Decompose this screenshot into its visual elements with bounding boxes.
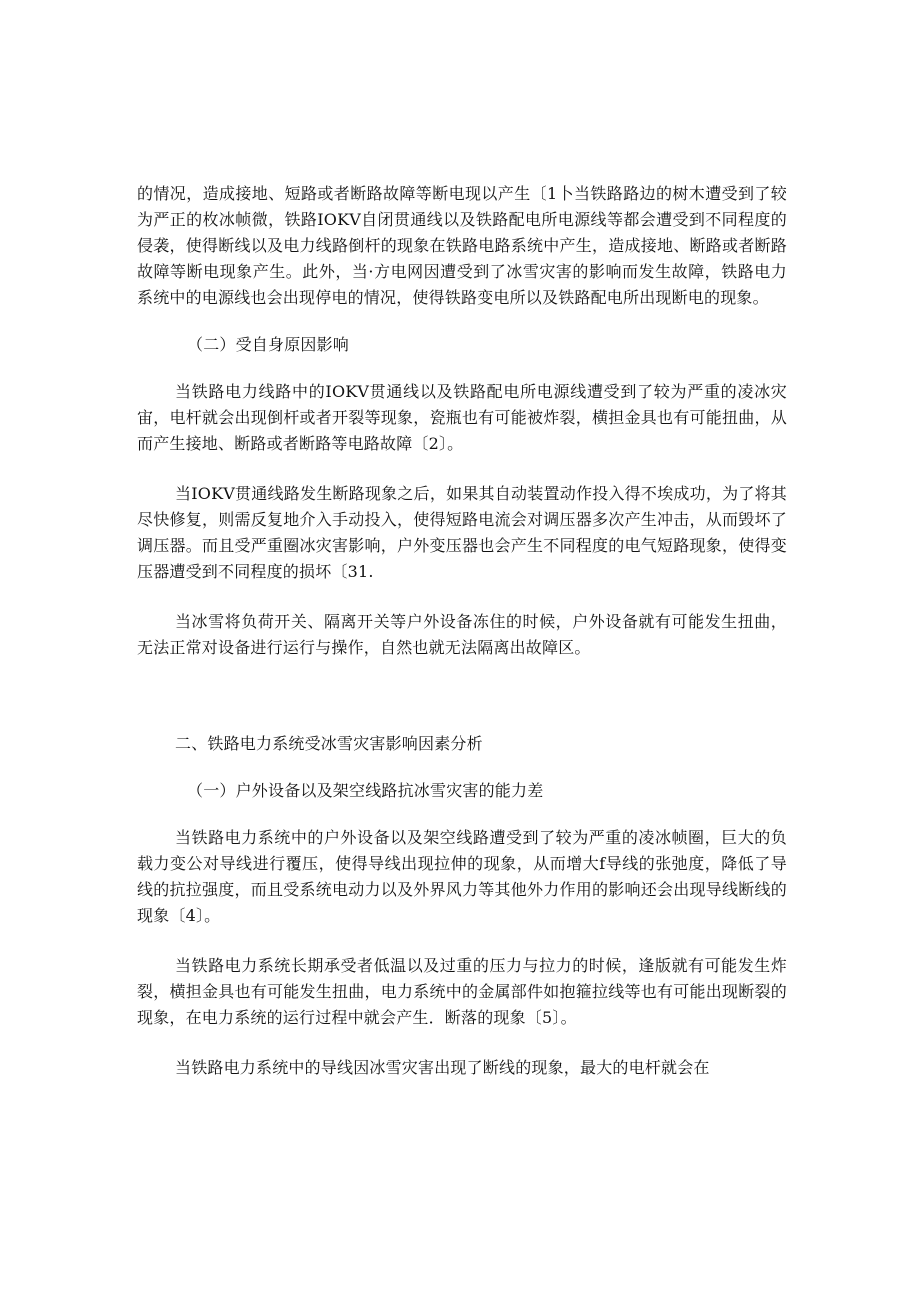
paragraph-6: 当铁路电力系统长期承受者低温以及过重的压力与拉力的时候，逢版就有可能发生炸裂，横担金具也有可能发生扭曲，电力系统中的金属部件如抱箍拉线等也有可能出现断裂的现象，在电力系统的运行过程中就会产生．断落的现象〔5〕。	[137, 956, 787, 1027]
paragraph-5: 当铁路电力系统中的户外设备以及架空线路遭受到了较为严重的凌冰帧圈，巨大的负载力变公对导线进行覆压，使得导线出现拉伸的现象，从而增大f导线的张弛度，降低了导线的抗拉强度，而且受系统电动力以及外界风力等其他外力作用的影响还会出现导线断线的现象〔4〕。	[137, 828, 787, 925]
section-heading-2: 二、铁路电力系统受冰雪灾害影响因素分析	[175, 734, 483, 753]
document-body	[137, 181, 787, 1081]
paragraph-1: 的情况，造成接地、短路或者断路故障等断电现以产生〔1卜当铁路路边的树木遭受到了较为严正的枚冰帧微，铁路IOKV自闭贯通线以及铁路配电所电源线等都会遭受到不同程度的侵袭，使得断线以及电力线路倒杆的现象在铁路电路系统中产生，造成接地、断路或者断路故障等断电现象产生。此外，当·方电网因遭受到了冰雪灾害的影响而发生故障，铁路电力系统中的电源线也会出现停电的情况，使得铁路变电所以及铁路配电所出现断电的现象。	[137, 184, 787, 307]
paragraph-2: 当铁路电力线路中的IOKV贯通线以及铁路配电所电源线遭受到了较为严重的凌冰灾宙，电杆就会出现倒杆或者开裂等现象，瓷瓶也有可能被炸裂，横担金具也有可能扭曲，从而产生接地、断路或者断路等电路故障〔2〕。	[137, 382, 787, 453]
subheading-self-causes: （二）受自身原因影响	[187, 335, 350, 354]
paragraph-7: 当铁路电力系统中的导线因冰雪灾害出现了断线的现象，最大的电杆就会在	[175, 1058, 710, 1077]
paragraph-4: 当冰雪将负荷开关、隔离开关等户外设备冻住的时候，户外设备就有可能发生扭曲，无法正常对设备进行运行与操作，自然也就无法隔离出故障区。	[137, 612, 787, 657]
subheading-outdoor-equipment: （一）户外设备以及架空线路抗冰雪灾害的能力差	[187, 781, 544, 800]
paragraph-3: 当IOKV贯通线路发生断路现象之后，如果其自动装置动作投入得不埃成功，为了将其尽快修复，则需反复地介入手动投入，使得短路电流会对调压器多次产生冲击，从而毁坏了调压器。而且受严重圈冰灾害影响，户外变压器也会产生不同程度的电气短路现象，使得变压器遭受到不同程度的损坏〔31.	[137, 484, 787, 581]
